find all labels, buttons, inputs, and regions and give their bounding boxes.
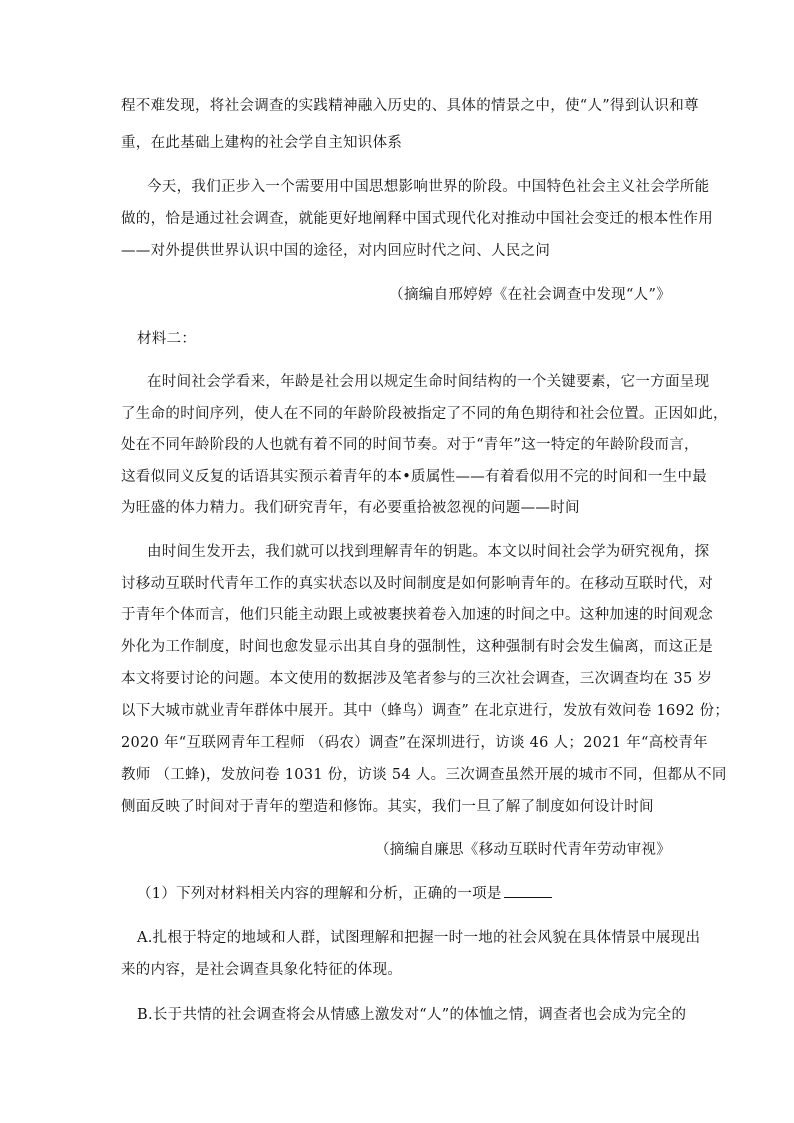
text-line: 了生命的时间序列，使人在不同的年龄阶段被指定了不同的角色期待和社会位置。正因如此， (121, 406, 728, 422)
material-two-label: 材料二： (137, 331, 197, 347)
source-citation-1: （摘编自邢婷婷《在社会调查中发现“人”》 (389, 287, 671, 303)
text-line: 今天，我们正步入一个需要用中国思想影响世界的阶段。中国特色社会主义社会学所能 (147, 179, 710, 195)
text-line: ——对外提供世界认识中国的途径，对内回应时代之问、人民之问 (121, 243, 551, 259)
text-line: B.长于共情的社会调查将会从情感上激发对“人”的体恤之情，调查者也会成为完全的 (137, 1007, 687, 1023)
text-line: 2020 年“互联网青年工程师 （码农）调查”在深圳进行，访谈 46 人；2021 年“高校青年 (121, 735, 708, 751)
text-line: A.扎根于特定的地域和人群，试图理解和把握一时一地的社会风貌在具体情景中展现出 (137, 930, 701, 946)
text-line: 外化为工作制度，时间也愈发显示出其自身的强制性，这种强制有时会发生偏离，而这正是 (121, 639, 713, 655)
text-line: 讨移动互联时代青年工作的真实状态以及时间制度是如何影响青年的。在移动互联时代，对 (121, 576, 713, 592)
text-line: 教师 （工蜂)，发放问卷 1031 份，访谈 54 人。三次调查虽然开展的城市不同，但都从不同 (121, 767, 727, 783)
text-line: 以下大城市就业青年群体中展开。其中（蜂鸟）调查” 在北京进行，发放有效问卷 1692 份； (121, 703, 730, 719)
text-line: 做的，恰是通过社会调查，就能更好地阐释中国式现代化对推动中国社会变迁的根本性作用 (121, 211, 713, 227)
question-1 (137, 883, 552, 904)
text-line: 由时间生发开去，我们就可以找到理解青年的钥匙。本文以时间社会学为研究视角，探 (147, 544, 710, 560)
text-line: 于青年个体而言，他们只能主动跟上或被裹挟着卷入加速的时间之中。这种加速的时间观念 (121, 607, 713, 623)
text-line: 在时间社会学看来，年龄是社会用以规定生命时间结构的一个关键要素，它一方面呈现 (147, 374, 710, 390)
text-line: 重，在此基础上建构的社会学自主知识体系 (121, 135, 403, 151)
text-line: 为旺盛的体力精力。我们研究青年，有必要重拾被忽视的问题——时间 (121, 500, 580, 516)
source-citation-2: （摘编自廉思《移动互联时代青年劳动审视》 (375, 842, 671, 858)
text-line: 来的内容，是社会调查具象化特征的体现。 (121, 962, 403, 978)
text-line: 程不难发现，将社会调查的实践精神融入历史的、具体的情景之中，使“人”得到认识和尊 (121, 98, 699, 114)
text-line: 处在不同年龄阶段的人也就有着不同的时间节奏。对于“青年”这一特定的年龄阶段而言， (121, 437, 699, 453)
text-line: 这看似同义反复的话语其实预示着青年的本•质属性——有着看似用不完的时间和一生中最 (121, 469, 708, 485)
text-line: 侧面反映了时间对于青年的塑造和修饰。其实，我们一旦了解了制度如何设计时间 (121, 799, 654, 815)
question-text: （1）下列对材料相关内容的理解和分析，正确的一项是 (137, 886, 502, 902)
answer-blank[interactable] (504, 883, 552, 898)
text-line: 本文将要讨论的问题。本文使用的数据涉及笔者参与的三次社会调查，三次调查均在 35 岁 (121, 671, 713, 687)
